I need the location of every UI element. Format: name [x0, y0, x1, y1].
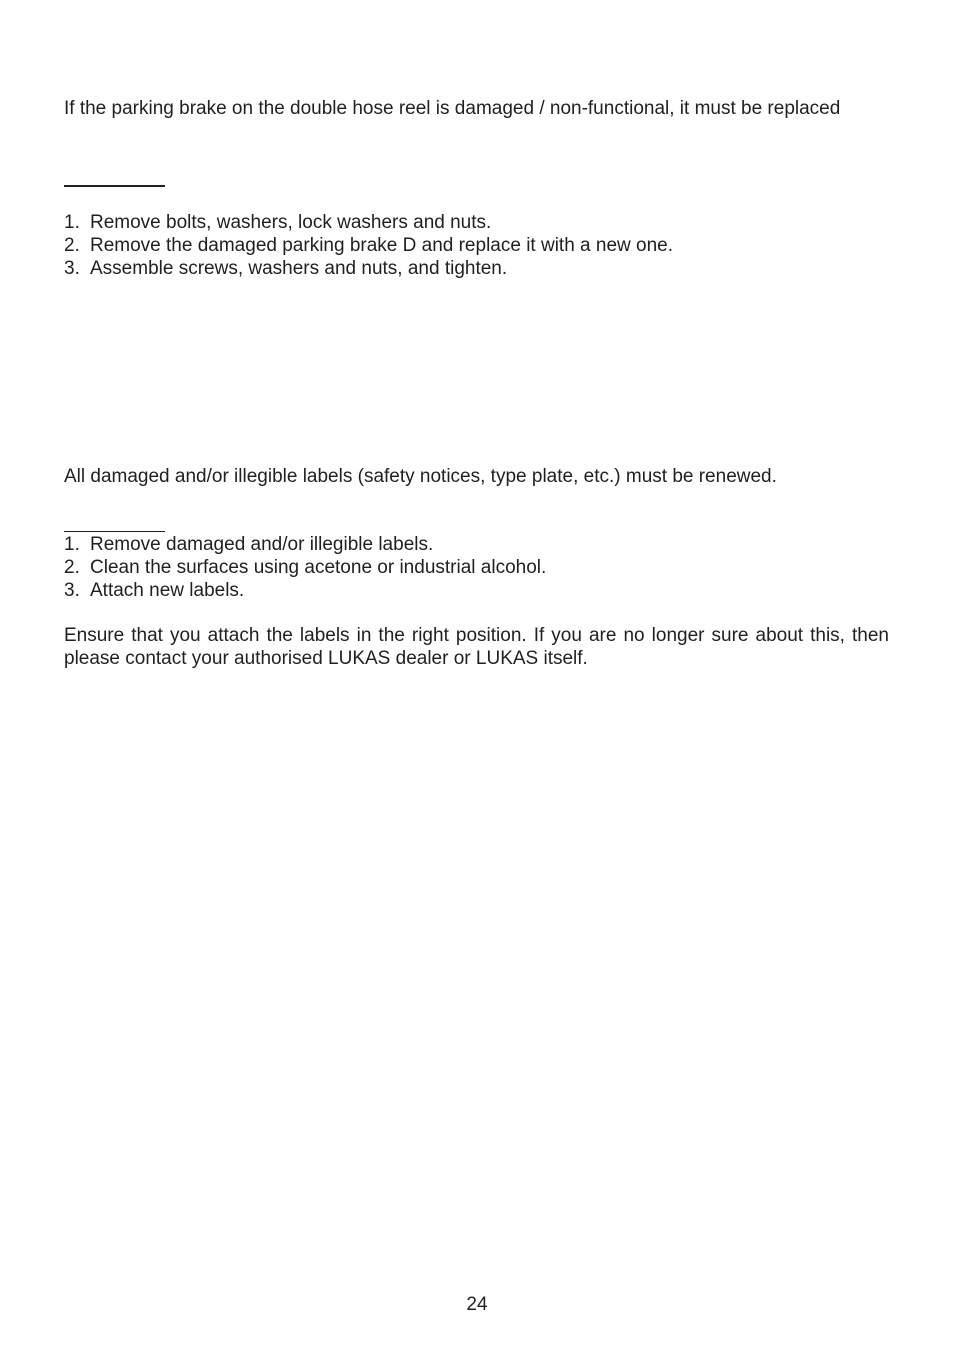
step-number: 3.	[64, 258, 80, 279]
step-number: 2.	[64, 557, 80, 578]
list-item	[64, 533, 889, 556]
step-number: 1.	[64, 534, 80, 555]
parking-brake-intro: If the parking brake on the double hose reel is damaged / non-functional, it must be replaced	[64, 98, 841, 119]
step-text: Attach new labels.	[90, 580, 245, 601]
section-divider-rule	[64, 531, 165, 532]
list-item	[64, 257, 889, 280]
parking-brake-steps-list	[64, 211, 889, 280]
step-text: Assemble screws, washers and nuts, and tighten.	[90, 258, 508, 279]
section-divider-rule	[64, 185, 165, 187]
page-number: 24	[466, 1294, 488, 1315]
step-number: 2.	[64, 235, 80, 256]
step-text: Clean the surfaces using acetone or industrial alcohol.	[90, 557, 547, 578]
labels-steps-list	[64, 533, 889, 602]
step-number: 1.	[64, 212, 80, 233]
step-number: 3.	[64, 580, 80, 601]
labels-intro: All damaged and/or illegible labels (safety notices, type plate, etc.) must be renewed.	[64, 466, 777, 487]
list-item	[64, 234, 889, 257]
list-item	[64, 211, 889, 234]
list-item	[64, 579, 889, 602]
step-text: Remove the damaged parking brake D and replace it with a new one.	[90, 235, 674, 256]
step-text: Remove bolts, washers, lock washers and nuts.	[90, 212, 492, 233]
labels-position-note: Ensure that you attach the labels in the right position. If you are no longer sure about this, then please contact your authorised LUKAS dealer or LUKAS itself.	[64, 625, 889, 669]
list-item	[64, 556, 889, 579]
step-text: Remove damaged and/or illegible labels.	[90, 534, 434, 555]
